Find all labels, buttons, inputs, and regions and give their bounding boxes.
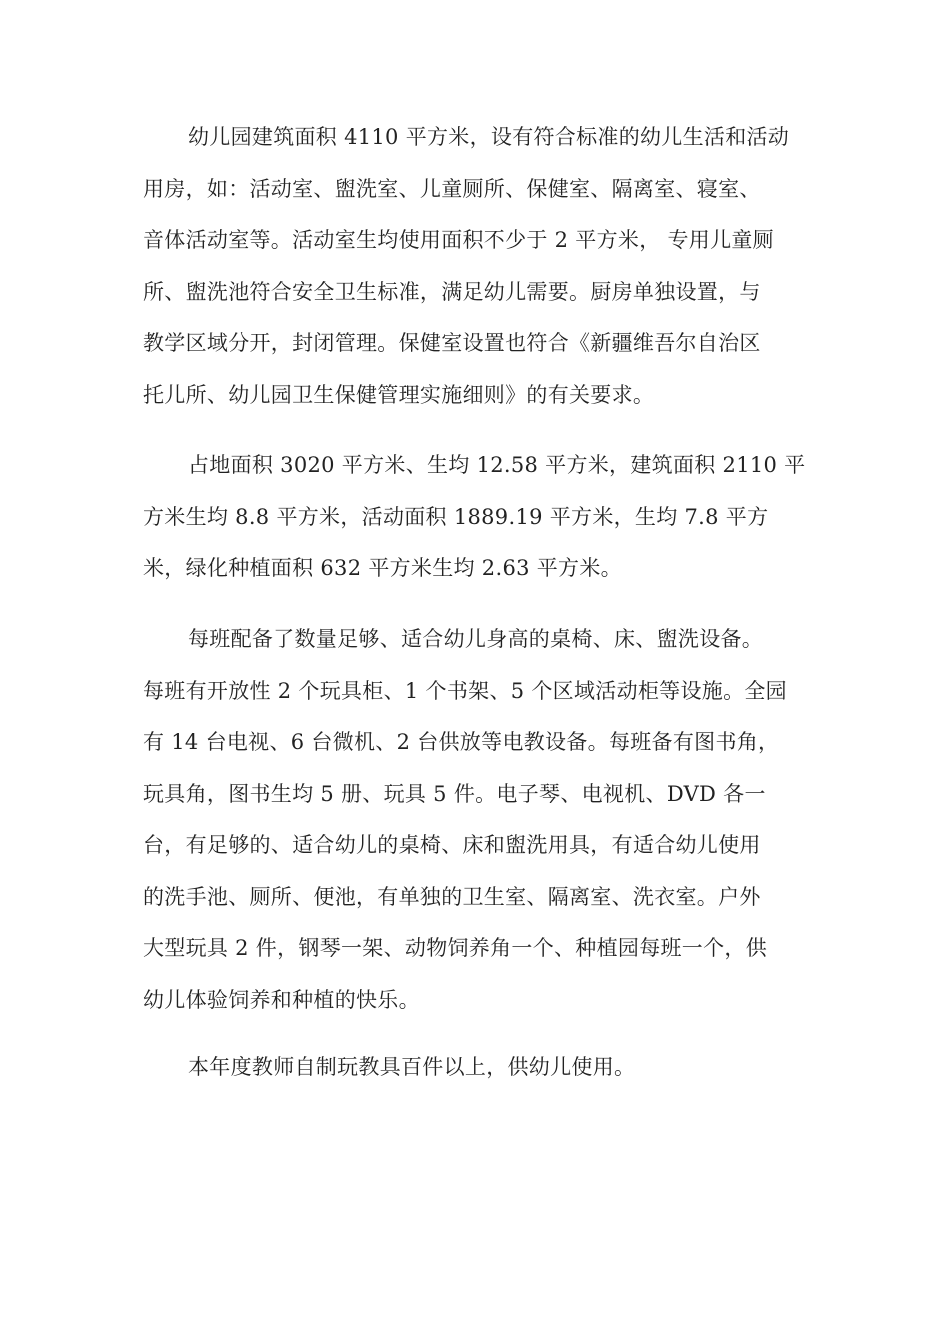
paragraph-area-statistics [143,440,808,595]
text-line: 幼儿园建筑面积 4110 平方米，设有符合标准的幼儿生活和活动 [188,125,790,149]
text-line: 大型玩具 2 件，钢琴一架、动物饲养角一个、种植园每班一个，供 [143,936,768,960]
text-line: 教学区域分开，封闭管理。保健室设置也符合《新疆维吾尔自治区 [143,331,761,355]
text-line: 托儿所、幼儿园卫生保健管理实施细则》的有关要求。 [143,382,655,407]
text-line: 方米生均 8.8 平方米，活动面积 1889.19 平方米，生均 7.8 平方 [143,504,769,529]
text-line: 幼儿体验饲养和种植的快乐。 [143,987,420,1012]
text-line: 每班配备了数量足够、适合幼儿身高的桌椅、床、盥洗设备。 [188,627,764,651]
text-line: 每班有开放性 2 个玩具柜、1 个书架、5 个区域活动柜等设施。全园 [143,678,787,703]
text-line: 本年度教师自制玩教具百件以上，供幼儿使用。 [188,1055,636,1079]
text-line: 音体活动室等。活动室生均使用面积不少于 2 平方米， 专用儿童厕 [143,228,774,252]
paragraph-teaching-aids [143,1042,808,1094]
paragraph-building-facilities [143,112,808,421]
text-line: 所、盥洗池符合安全卫生标准，满足幼儿需要。厨房单独设置，与 [143,279,761,304]
text-line: 有 14 台电视、6 台微机、2 台供放等电教设备。每班备有图书角， [143,730,780,754]
text-line: 用房，如：活动室、盥洗室、儿童厕所、保健室、隔离室、寝室、 [143,176,761,201]
text-line: 玩具角，图书生均 5 册、玩具 5 件。电子琴、电视机、DVD 各一 [143,781,766,806]
paragraph-class-equipment [143,614,808,1026]
text-line: 台，有足够的、适合幼儿的桌椅、床和盥洗用具，有适合幼儿使用 [143,833,761,857]
text-line: 的洗手池、厕所、便池，有单独的卫生室、隔离室、洗衣室。户外 [143,884,761,909]
text-line: 米，绿化种植面积 632 平方米生均 2.63 平方米。 [143,556,622,580]
text-line: 占地面积 3020 平方米、生均 12.58 平方米，建筑面积 2110 平 [188,453,806,477]
